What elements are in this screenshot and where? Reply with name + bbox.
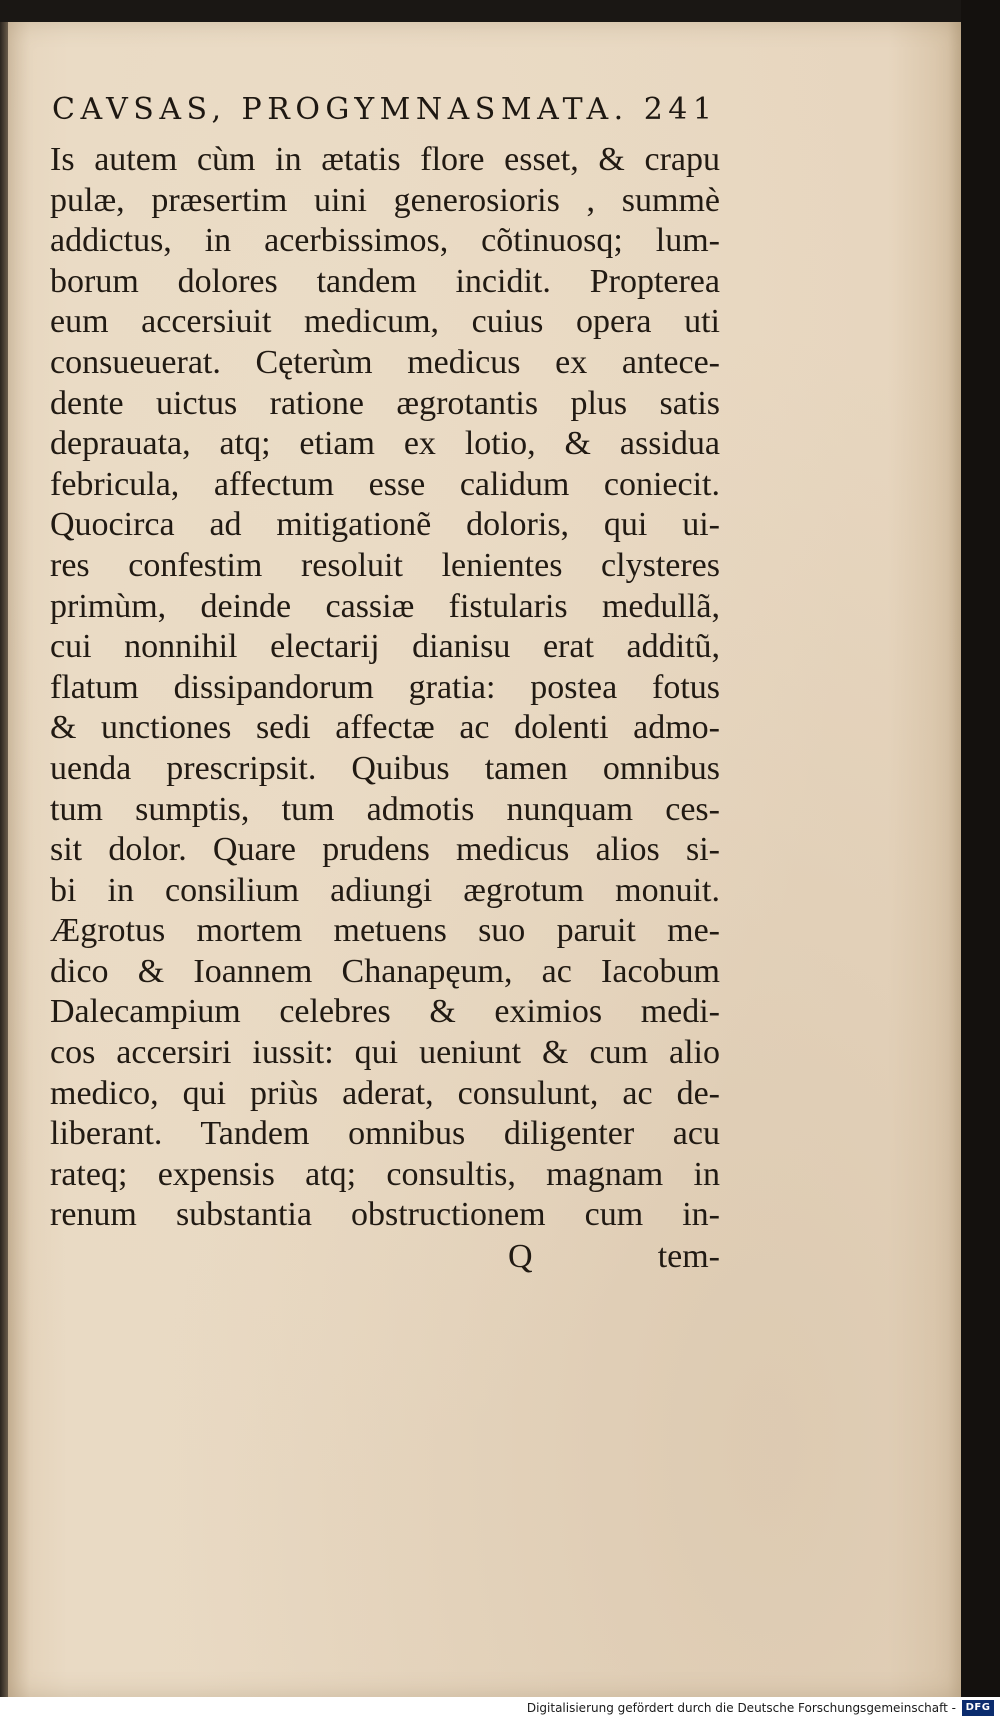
text-line: borum dolores tandem incidit. Propterea bbox=[50, 262, 720, 300]
digitization-footer bbox=[0, 1697, 1000, 1720]
text-line: & unctiones sedi affectæ ac dolenti admo- bbox=[50, 709, 720, 747]
text-line: primùm, deinde cassiæ fistularis medullã, bbox=[50, 587, 720, 625]
text-line: cui nonnihil electarij dianisu erat additũ, bbox=[50, 628, 720, 666]
catchword: tem- bbox=[657, 1238, 720, 1275]
text-line: febricula, affectum esse calidum coniecit. bbox=[50, 465, 720, 503]
text-line: tum sumptis, tum admotis nunquam ces- bbox=[50, 790, 720, 828]
text-line: Dalecampium celebres & eximios medi- bbox=[50, 993, 720, 1031]
text-line: dico & Ioannem Chanapęum, ac Iacobum bbox=[50, 952, 720, 990]
dfg-logo: DFG bbox=[962, 1700, 994, 1716]
text-line: deprauata, atq; etiam ex lotio, & assidua bbox=[50, 425, 720, 463]
text-line: Quocirca ad mitigationẽ doloris, qui ui- bbox=[50, 506, 720, 544]
text-line: addictus, in acerbissimos, cõtinuosq; lum- bbox=[50, 222, 720, 260]
text-line: pulæ, præsertim uini generosioris , summè bbox=[50, 181, 720, 219]
text-line: medico, qui priùs aderat, consulunt, ac de- bbox=[50, 1074, 720, 1112]
body-text bbox=[50, 140, 720, 1236]
text-line: bi in consilium adiungi ægrotum monuit. bbox=[50, 871, 720, 909]
text-line: cos accersiri iussit: qui ueniunt & cum alio bbox=[50, 1034, 720, 1072]
text-line: dente uictus ratione ægrotantis plus satis bbox=[50, 384, 720, 422]
page-foot-line bbox=[50, 1238, 720, 1282]
text-line: consueuerat. Cęterùm medicus ex antece- bbox=[50, 343, 720, 381]
text-line: renum substantia obstructionem cum in- bbox=[50, 1196, 720, 1234]
text-line: uenda prescripsit. Quibus tamen omnibus bbox=[50, 749, 720, 787]
text-line: flatum dissipandorum gratia: postea fotus bbox=[50, 668, 720, 706]
funding-credit: Digitalisierung gefördert durch die Deutsche Forschungsgemeinschaft - bbox=[526, 1701, 956, 1715]
text-line: rateq; expensis atq; consultis, magnam in bbox=[50, 1155, 720, 1193]
scan-background-edge bbox=[961, 0, 1000, 1720]
text-line: sit dolor. Quare prudens medicus alios si- bbox=[50, 831, 720, 869]
text-line: liberant. Tandem omnibus diligenter acu bbox=[50, 1115, 720, 1153]
text-line: res confestim resoluit lenientes clysteres bbox=[50, 546, 720, 584]
running-head: CAVSAS, PROGYMNASMATA. 241 bbox=[52, 92, 718, 127]
signature-mark: Q bbox=[508, 1238, 533, 1275]
text-line: Is autem cùm in ætatis flore esset, & crapu bbox=[50, 141, 720, 178]
text-line: eum accersiuit medicum, cuius opera uti bbox=[50, 303, 720, 341]
text-line: Ægrotus mortem metuens suo paruit me- bbox=[50, 912, 720, 950]
